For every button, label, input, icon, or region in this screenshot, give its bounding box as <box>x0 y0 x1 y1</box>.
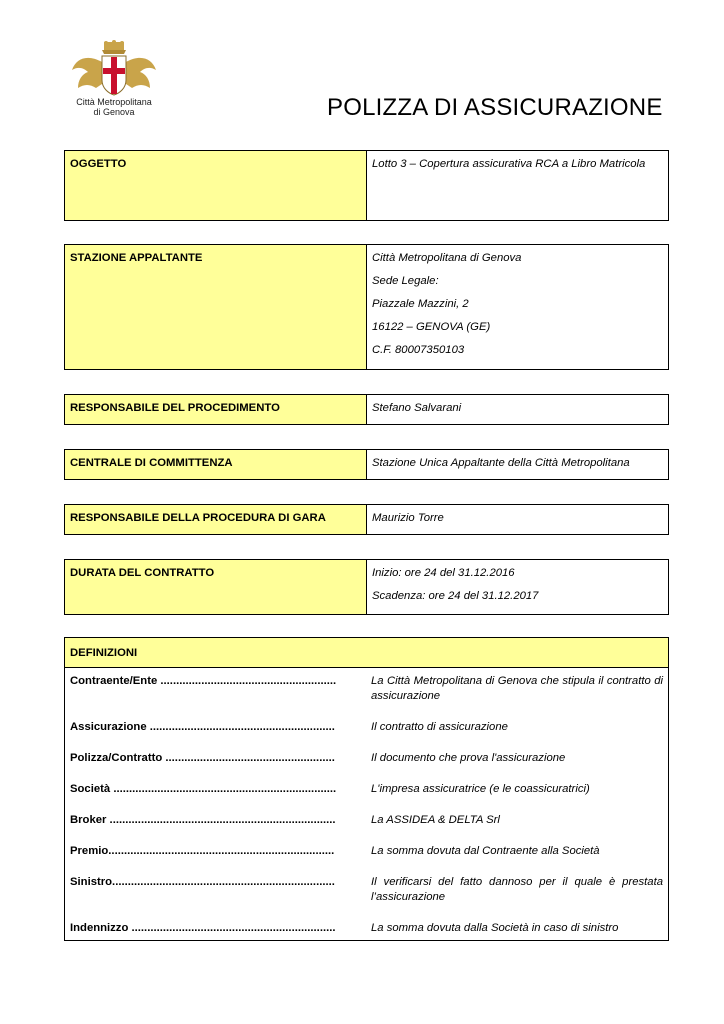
definition-text: La Città Metropolitana di Genova che stipula il contratto di assicurazione <box>371 675 663 702</box>
durata-contratto-label: DURATA DEL CONTRATTO <box>65 560 367 615</box>
durata-contratto-value <box>367 560 669 615</box>
stazione-appaltante-box <box>64 244 669 370</box>
definition-text: La ASSIDEA & DELTA Srl <box>371 814 500 826</box>
oggetto-label: OGGETTO <box>65 151 367 221</box>
definition-term: Premio........................................................................ <box>70 845 335 857</box>
definition-term: Broker ........................................................................ <box>70 814 336 826</box>
oggetto-box <box>64 150 669 221</box>
stazione-line: 16122 – GENOVA (GE) <box>372 321 491 333</box>
definition-term: Sinistro....................................................................... <box>70 876 335 888</box>
oggetto-value: Lotto 3 – Copertura assicurativa RCA a Libro Matricola <box>367 151 669 221</box>
definition-text: La somma dovuta dal Contraente alla Società <box>371 845 600 857</box>
stazione-appaltante-value <box>367 245 669 370</box>
centrale-committenza-box <box>64 449 669 480</box>
responsabile-procedimento-label: RESPONSABILE DEL PROCEDIMENTO <box>65 395 367 425</box>
document-title: POLIZZA DI ASSICURAZIONE <box>327 94 663 121</box>
definition-text: Il verificarsi del fatto dannoso per il quale è prestata l’assicurazione <box>371 876 663 903</box>
responsabile-gara-value: Maurizio Torre <box>367 505 669 535</box>
definition-row <box>70 782 663 797</box>
definition-row <box>70 720 663 735</box>
logo-line-1: Città Metropolitana <box>76 97 152 107</box>
stazione-line: Città Metropolitana di Genova <box>372 252 522 264</box>
stazione-line: C.F. 80007350103 <box>372 344 465 356</box>
definition-term: Contraente/Ente ........................................................ <box>70 675 337 687</box>
definition-term: Società ....................................................................... <box>70 783 337 795</box>
definizioni-list <box>65 668 669 941</box>
definition-row <box>70 844 663 859</box>
definition-row <box>70 813 663 828</box>
responsabile-procedimento-box <box>64 394 669 425</box>
responsabile-procedimento-value: Stefano Salvarani <box>367 395 669 425</box>
definition-row <box>70 921 663 936</box>
definition-term: Indennizzo ................................................................. <box>70 922 336 934</box>
durata-scadenza: Scadenza: ore 24 del 31.12.2017 <box>372 590 539 602</box>
responsabile-gara-label: RESPONSABILE DELLA PROCEDURA DI GARA <box>65 505 367 535</box>
stazione-line: Piazzale Mazzini, 2 <box>372 298 469 310</box>
definition-row <box>70 875 663 905</box>
stazione-appaltante-label: STAZIONE APPALTANTE <box>65 245 367 370</box>
definition-term: Polizza/Contratto ...................................................... <box>70 752 335 764</box>
responsabile-gara-box <box>64 504 669 535</box>
definition-text: Il documento che prova l'assicurazione <box>371 752 566 764</box>
durata-inizio: Inizio: ore 24 del 31.12.2016 <box>372 567 515 579</box>
stazione-line: Sede Legale: <box>372 275 439 287</box>
definition-text: L'impresa assicuratrice (e le coassicuratrici) <box>371 783 590 795</box>
definition-term: Assicurazione ........................................................... <box>70 721 335 733</box>
durata-contratto-box <box>64 559 669 615</box>
definition-text: La somma dovuta dalla Società in caso di sinistro <box>371 922 619 934</box>
logo-line-2: di Genova <box>93 107 135 117</box>
centrale-committenza-value: Stazione Unica Appaltante della Città Metropolitana <box>367 450 669 480</box>
definition-row <box>70 751 663 766</box>
definizioni-box <box>64 637 669 941</box>
definizioni-label: DEFINIZIONI <box>65 638 669 668</box>
definition-row <box>70 674 663 704</box>
centrale-committenza-label: CENTRALE DI COMMITTENZA <box>65 450 367 480</box>
logo-caption <box>66 97 162 117</box>
definition-text: Il contratto di assicurazione <box>371 721 508 733</box>
